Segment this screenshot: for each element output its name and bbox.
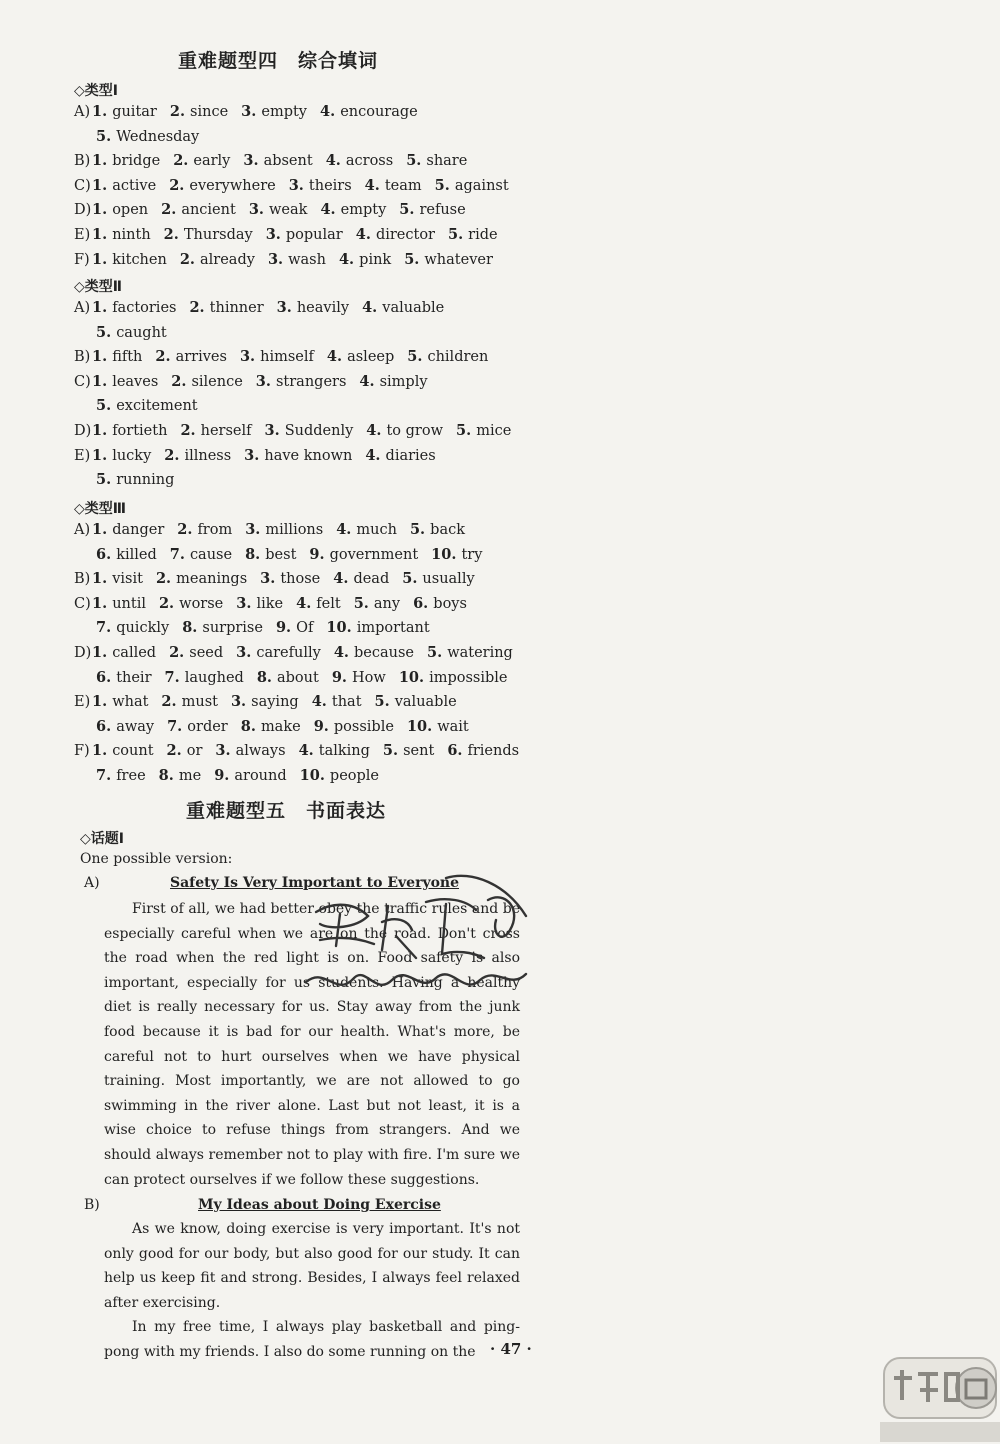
watermark-signature	[296, 870, 536, 1020]
essay-a-label: A)	[84, 875, 100, 891]
topic-1-label: ◇话题Ⅰ	[80, 831, 124, 847]
answer-item: 6. friends	[447, 742, 520, 760]
answer-item: 3. theirs	[288, 176, 352, 194]
version-label: One possible version:	[80, 851, 233, 867]
answer-item: 1. count	[92, 742, 154, 760]
answer-item: 5. refuse	[399, 201, 466, 219]
essay-b-label: B)	[84, 1197, 100, 1213]
answer-row	[74, 372, 441, 392]
answer-item: 3. always	[215, 742, 286, 760]
answer-item: 2. ancient	[161, 201, 236, 219]
answer-row	[74, 127, 212, 147]
row-label: A)	[74, 522, 91, 538]
answer-item: 5. watering	[427, 644, 513, 661]
answer-item: 3. popular	[265, 226, 343, 243]
answer-row	[74, 176, 522, 196]
row-label: B)	[74, 571, 91, 588]
answer-item: 2. illness	[164, 446, 232, 464]
answer-item: 4. to grow	[366, 422, 444, 439]
answer-row	[74, 668, 521, 688]
type-1-label: ◇类型Ⅰ	[74, 83, 118, 99]
answer-item: 3. weak	[248, 201, 308, 219]
answer-item: 1. guitar	[92, 103, 157, 120]
answer-item: 2. or	[166, 742, 203, 760]
row-label: E)	[74, 694, 91, 711]
answer-item: 2. early	[173, 152, 231, 170]
answer-item: 4. diaries	[365, 446, 436, 464]
answer-item: 4. team	[364, 176, 422, 194]
answer-row	[74, 396, 211, 416]
answer-item: 1. active	[92, 176, 157, 194]
answer-item: 3. empty	[241, 103, 307, 120]
answer-item: 4. across	[325, 152, 394, 170]
answer-item: 8. about	[256, 668, 319, 686]
section-heading-5: 重难题型五 书面表达	[186, 800, 387, 822]
answer-item: 4. valuable	[362, 299, 445, 316]
answer-item: 8. me	[158, 767, 202, 784]
answer-item: 2. since	[169, 103, 229, 120]
answer-item: 3. absent	[243, 152, 313, 170]
answer-row	[74, 421, 524, 441]
row-label: F)	[74, 743, 90, 760]
essay-b-p2: In my free time, I always play basketball and ping-pong with my friends. I also do some running on the	[104, 1319, 520, 1360]
answer-item: 10. wait	[406, 717, 469, 735]
answer-item: 4. much	[336, 521, 397, 538]
answer-item: 7. order	[167, 717, 228, 735]
answer-item: 5. valuable	[374, 693, 457, 711]
row-label: E)	[74, 227, 91, 243]
answer-item: 3. carefully	[236, 644, 321, 661]
answer-item: 8. make	[240, 717, 301, 735]
answer-row	[74, 323, 180, 343]
answer-item: 4. talking	[298, 742, 370, 760]
answer-row	[74, 717, 482, 737]
answer-item: 3. wash	[267, 250, 326, 268]
answer-item: 1. called	[92, 644, 157, 661]
answer-row	[74, 470, 187, 490]
answer-row	[74, 250, 506, 270]
answer-item: 5. caught	[96, 323, 167, 341]
answer-row	[74, 225, 511, 245]
answer-item: 2. meanings	[155, 570, 248, 588]
answer-item: 4. dead	[333, 570, 390, 588]
answer-item: 4. pink	[338, 250, 392, 268]
answer-item: 3. strangers	[255, 372, 347, 390]
answer-item: 10. people	[299, 767, 380, 784]
answer-item: 4. simply	[359, 372, 428, 390]
answer-item: 2. everywhere	[169, 176, 276, 194]
answer-item: 5. children	[407, 348, 489, 366]
answer-item: 7. quickly	[96, 619, 170, 637]
answer-row	[74, 545, 495, 565]
row-label: F)	[74, 251, 90, 268]
answer-item: 4. director	[355, 226, 435, 243]
answer-item: 5. ride	[447, 226, 498, 243]
answer-item: 4. because	[333, 644, 414, 661]
answer-item: 5. any	[353, 594, 401, 612]
essay-a-text: First of all, we had better obey the traffic rules and be especially careful when we are on the road. Don't cross the road when the red light is on. Food safety is also important, especially for us students. Having a healthy diet is really necessary for us. Stay away from the junk food because it is bad for our health. What's more, be careful not to hurt ourselves when we have physical training. Most importantly, we are not allowed to go swimming in the river alone. Last but not least, it is a wise choice to refuse things from strangers. And we should always remember not to play with fire. I'm sure we can protect ourselves if we follow these suggestions.	[104, 901, 520, 1188]
answer-row	[74, 298, 457, 318]
answer-item: 1. until	[92, 594, 146, 612]
answer-item: 3. like	[236, 594, 284, 612]
answer-item: 1. visit	[92, 570, 143, 588]
answer-item: 5. share	[406, 152, 468, 170]
answer-item: 10. try	[431, 545, 483, 563]
answer-row	[74, 594, 480, 614]
answer-item: 9. government	[309, 545, 419, 563]
answer-item: 2. worse	[158, 594, 224, 612]
type-2-label: ◇类型Ⅱ	[74, 279, 122, 295]
page-number: · 47 ·	[490, 1340, 532, 1358]
essay-b-p1: As we know, doing exercise is very important. It's not only good for our body, but also good for our study. It can help us keep fit and strong. Besides, I always feel relaxed after exercising.	[104, 1221, 520, 1311]
answer-item: 1. leaves	[92, 372, 159, 390]
answer-item: 8. surprise	[182, 619, 263, 637]
answer-item: 2. Thursday	[163, 226, 253, 243]
answer-row	[74, 692, 470, 712]
answer-item: 5. whatever	[404, 250, 493, 268]
answer-item: 2. already	[179, 250, 255, 268]
answer-item: 3. saying	[230, 693, 299, 711]
answer-item: 9. How	[331, 668, 386, 686]
row-label: C)	[74, 595, 91, 612]
answer-item: 3. millions	[245, 521, 324, 538]
answer-item: 1. fortieth	[92, 422, 168, 439]
answer-row	[74, 643, 526, 663]
answer-item: 5. Wednesday	[96, 127, 200, 145]
answer-item: 1. fifth	[92, 348, 143, 366]
answer-item: 1. open	[92, 201, 149, 219]
answer-item: 8. best	[245, 545, 297, 563]
answer-item: 5. running	[96, 471, 175, 489]
answer-item: 6. killed	[96, 545, 157, 563]
essay-b-title: My Ideas about Doing Exercise	[198, 1197, 441, 1213]
answer-row	[74, 347, 501, 367]
answer-item: 3. himself	[239, 348, 314, 366]
answer-item: 4. encourage	[320, 103, 418, 120]
answer-item: 2. silence	[171, 372, 243, 390]
row-label: B)	[74, 349, 91, 366]
row-label: E)	[74, 447, 91, 464]
answer-row	[74, 200, 479, 220]
answer-item: 2. seed	[169, 644, 224, 661]
answer-item: 9. possible	[313, 717, 394, 735]
answer-item: 10. important	[326, 619, 430, 637]
row-label: C)	[74, 373, 91, 390]
answer-item: 4. felt	[296, 594, 341, 612]
answer-item: 4. empty	[320, 201, 387, 219]
answer-item: 5. excitement	[96, 397, 198, 415]
row-label: C)	[74, 177, 91, 194]
answer-item: 7. cause	[169, 545, 233, 563]
row-label: D)	[74, 423, 92, 439]
answer-item: 1. factories	[92, 299, 177, 316]
answer-item: 6. their	[96, 668, 152, 686]
answer-item: 2. herself	[180, 422, 252, 439]
answer-item: 9. around	[214, 767, 287, 784]
answer-item: 3. heavily	[276, 299, 350, 316]
answer-item: 5. back	[409, 521, 465, 538]
type-3-label: ◇类型Ⅲ	[74, 501, 127, 517]
answer-item: 7. laughed	[164, 668, 244, 686]
row-label: A)	[74, 104, 91, 120]
row-label: D)	[74, 202, 92, 219]
answer-row	[74, 446, 449, 466]
answer-item: 1. ninth	[92, 226, 151, 243]
answer-item: 3. those	[260, 570, 321, 588]
answer-item: 6. away	[96, 717, 155, 735]
answer-item: 10. impossible	[398, 668, 508, 686]
answer-row	[74, 102, 431, 122]
row-label: B)	[74, 153, 91, 170]
answer-item: 3. Suddenly	[264, 422, 354, 439]
answer-row	[74, 151, 480, 171]
answer-item: 5. usually	[402, 570, 475, 588]
answer-item: 1. danger	[92, 521, 165, 538]
essay-a-title: Safety Is Very Important to Everyone	[170, 875, 460, 891]
answer-item: 1. lucky	[92, 446, 152, 464]
answer-item: 5. against	[434, 176, 509, 194]
answer-item: 2. thinner	[189, 299, 264, 316]
row-label: D)	[74, 645, 92, 661]
answer-item: 2. must	[161, 693, 218, 711]
essay-b-body	[104, 1217, 520, 1365]
answer-row	[74, 520, 478, 540]
answer-item: 6. boys	[413, 594, 467, 612]
answer-item: 5. sent	[382, 742, 435, 760]
answer-item: 1. what	[92, 693, 149, 711]
row-label: A)	[74, 300, 91, 316]
answer-row	[74, 766, 392, 786]
answer-item: 9. Of	[275, 619, 314, 637]
answer-item: 3. have known	[244, 446, 353, 464]
answer-item: 5. mice	[456, 422, 512, 439]
answer-item: 2. from	[177, 521, 233, 538]
answer-item: 1. bridge	[92, 152, 161, 170]
answer-row	[74, 569, 488, 589]
answer-row	[74, 618, 443, 638]
answer-item: 4. that	[311, 693, 362, 711]
section-heading-4: 重难题型四 综合填词	[178, 50, 379, 72]
answer-item: 4. asleep	[326, 348, 395, 366]
answer-row	[74, 741, 532, 761]
answer-item: 7. free	[96, 767, 146, 784]
answer-item: 1. kitchen	[92, 250, 167, 268]
site-logo	[880, 1350, 1000, 1444]
answer-item: 2. arrives	[155, 348, 227, 366]
